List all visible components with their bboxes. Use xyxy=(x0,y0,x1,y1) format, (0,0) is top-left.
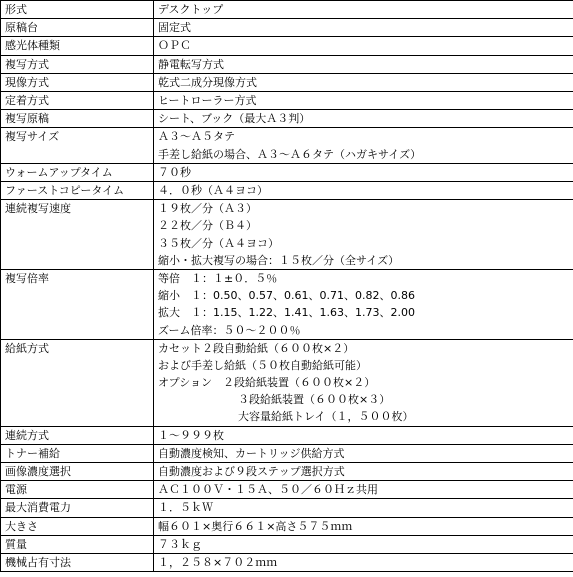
spec-value-line: Ａ３～Ａ５タテ xyxy=(158,130,235,144)
spec-row xyxy=(1,535,573,553)
spec-label: 大きさ xyxy=(1,517,154,535)
spec-value-line: オプション ２段給紙装置（６００枚×２） xyxy=(158,376,376,390)
spec-row xyxy=(1,481,573,499)
spec-label: 機械占有寸法 xyxy=(1,554,154,572)
spec-value-line: ヒートローラー方式 xyxy=(158,94,257,108)
spec-value-line: ズーム倍率：５０～２００％ xyxy=(158,323,301,337)
spec-label: 画像濃度選択 xyxy=(1,463,154,481)
spec-value-line: カセット２段自動給紙（６００枚×２） xyxy=(158,341,355,355)
spec-value-line: および手差し給紙（５０枚自動給紙可能） xyxy=(158,358,367,372)
spec-value-line: 手差し給紙の場合、Ａ３～Ａ６タテ（ハガキサイズ） xyxy=(158,147,422,161)
spec-table-body xyxy=(1,1,573,572)
spec-value-line: ３段給紙装置（６００枚×３） xyxy=(238,393,391,407)
spec-label: 連続方式 xyxy=(1,426,154,444)
spec-value-line: １．５ｋＷ xyxy=(158,501,213,515)
spec-value xyxy=(154,1,573,19)
spec-value xyxy=(154,200,573,270)
spec-label: ファーストコピータイム xyxy=(1,182,154,200)
spec-value-line: １９枚／分（Ａ３） xyxy=(158,202,257,216)
spec-label: 電源 xyxy=(1,481,154,499)
spec-label: 複写方式 xyxy=(1,55,154,73)
spec-value xyxy=(154,444,573,462)
spec-row xyxy=(1,463,573,481)
spec-value-line: 自動濃度検知、カートリッジ供給方式 xyxy=(158,446,345,460)
spec-value-line: ７３ｋｇ xyxy=(158,537,202,551)
spec-value-line: １，２５８×７０２ｍｍ xyxy=(158,556,278,570)
spec-row xyxy=(1,444,573,462)
spec-value-line: 静電転写方式 xyxy=(158,57,224,71)
spec-value xyxy=(154,269,573,339)
spec-label: 複写原稿 xyxy=(1,110,154,128)
spec-value-line: 固定式 xyxy=(158,21,191,35)
spec-value xyxy=(154,55,573,73)
spec-row xyxy=(1,426,573,444)
spec-value xyxy=(154,19,573,37)
spec-row xyxy=(1,554,573,572)
spec-label: 複写倍率 xyxy=(1,269,154,339)
spec-value-line: ３５枚／分（Ａ４ヨコ） xyxy=(158,236,279,250)
spec-row xyxy=(1,110,573,128)
spec-row xyxy=(1,92,573,110)
spec-row xyxy=(1,19,573,37)
spec-value xyxy=(154,554,573,572)
spec-value xyxy=(154,73,573,91)
spec-value xyxy=(154,463,573,481)
spec-value-line: ４．０秒（Ａ４ヨコ） xyxy=(158,184,268,197)
spec-value xyxy=(154,339,573,426)
spec-value-line: シート、ブック（最大Ａ３判） xyxy=(158,112,311,126)
spec-label: 複写サイズ xyxy=(1,128,154,163)
spec-row xyxy=(1,499,573,517)
spec-value xyxy=(154,37,573,55)
spec-value xyxy=(154,128,573,163)
spec-label: ウォームアップタイム xyxy=(1,163,154,181)
spec-label: 連続複写速度 xyxy=(1,200,154,270)
spec-row xyxy=(1,339,573,426)
spec-label: 現像方式 xyxy=(1,73,154,91)
spec-row xyxy=(1,182,573,200)
spec-value xyxy=(154,163,573,181)
spec-value-line: 拡大 １：1.15、1.22、1.41、1.63、1.73、2.00 xyxy=(158,306,415,320)
spec-label: 定着方式 xyxy=(1,92,154,110)
spec-value-line: 自動濃度および９段ステップ選択方式 xyxy=(158,465,345,479)
spec-value-line: 縮小 １：0.50、0.57、0.61、0.71、0.82、0.86 xyxy=(158,289,415,303)
spec-label: 最大消費電力 xyxy=(1,499,154,517)
spec-value-line: ２２枚／分（Ｂ４） xyxy=(158,219,257,233)
spec-row xyxy=(1,37,573,55)
spec-value-line: ＡＣ１００Ｖ・１５Ａ、５０／６０Ｈｚ共用 xyxy=(158,483,378,497)
spec-row xyxy=(1,200,573,270)
spec-label: 質量 xyxy=(1,535,154,553)
spec-value-line: １～９９９枚 xyxy=(158,428,224,442)
spec-row xyxy=(1,163,573,181)
spec-label: 給紙方式 xyxy=(1,339,154,426)
spec-value-line: ７０秒 xyxy=(158,165,191,179)
spec-value xyxy=(154,499,573,517)
spec-value-line: 乾式二成分現像方式 xyxy=(158,75,257,89)
spec-value xyxy=(154,481,573,499)
spec-value xyxy=(154,92,573,110)
spec-value-line: 大容量給紙トレイ（１，５００枚） xyxy=(238,410,414,424)
spec-label: 形式 xyxy=(1,1,154,19)
spec-value-line: ＯＰＣ xyxy=(158,39,191,53)
spec-row xyxy=(1,73,573,91)
spec-value xyxy=(154,517,573,535)
spec-row xyxy=(1,517,573,535)
spec-value-line: 幅６０１×奥行６６１×高さ５７５ｍｍ xyxy=(158,519,353,533)
spec-row xyxy=(1,1,573,19)
spec-row xyxy=(1,269,573,339)
spec-value-line: デスクトップ xyxy=(158,3,224,16)
spec-value-line: 縮小・拡大複写の場合：１５枚／分（全サイズ） xyxy=(158,253,400,267)
spec-value xyxy=(154,535,573,553)
spec-row xyxy=(1,128,573,163)
spec-value xyxy=(154,110,573,128)
spec-row xyxy=(1,55,573,73)
spec-label: トナー補給 xyxy=(1,444,154,462)
spec-value xyxy=(154,182,573,200)
spec-label: 原稿台 xyxy=(1,19,154,37)
spec-value xyxy=(154,426,573,444)
spec-label: 感光体種類 xyxy=(1,37,154,55)
spec-value-line: 等倍 １：１±０．５％ xyxy=(158,271,278,285)
